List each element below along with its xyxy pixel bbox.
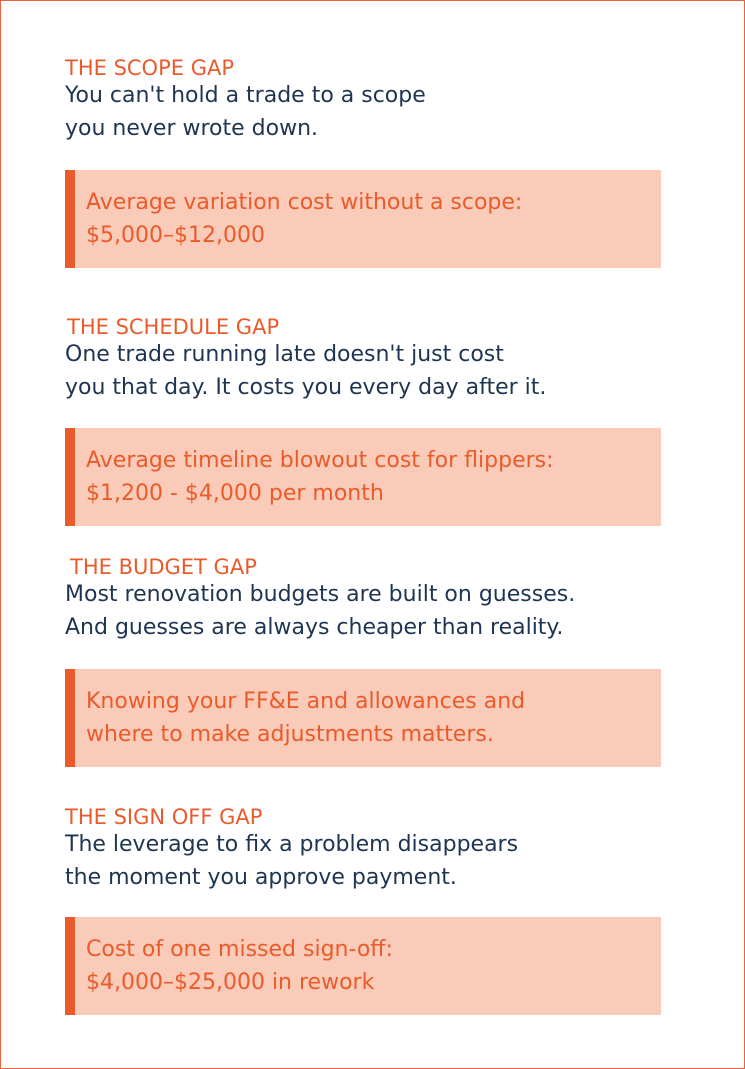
schedule-gap-body-line-2: you that day. It costs you every day after it. (65, 375, 547, 400)
budget-gap-callout-line-2: where to make adjustments matters. (86, 722, 494, 747)
scope-gap-title: THE SCOPE GAP (65, 56, 234, 80)
schedule-gap-title: THE SCHEDULE GAP (67, 315, 280, 339)
schedule-gap-callout-line-1: Average timeline blowout cost for flippers: (86, 448, 554, 473)
sign-off-gap-callout-line-1: Cost of one missed sign-off: (86, 937, 393, 962)
callout-accent-bar (65, 170, 75, 268)
sign-off-gap-body-line-2: the moment you approve payment. (65, 865, 457, 890)
sign-off-gap-body-line-1: The leverage to fix a problem disappears (65, 832, 519, 857)
budget-gap-callout-line-1: Knowing your FF&E and allowances and (86, 689, 526, 714)
schedule-gap-body (65, 338, 546, 404)
scope-gap-callout-line-1: Average variation cost without a scope: (86, 190, 523, 215)
scope-gap-body (65, 79, 426, 145)
callout-accent-bar (65, 917, 75, 1015)
scope-gap-callout-text (86, 186, 522, 252)
scope-gap-callout (65, 170, 661, 268)
sign-off-gap-title: THE SIGN OFF GAP (65, 805, 263, 829)
budget-gap-body-line-2: And guesses are always cheaper than reality. (65, 615, 564, 640)
sign-off-gap-callout-line-2: $4,000–$25,000 in rework (86, 970, 375, 995)
schedule-gap-callout (65, 428, 661, 526)
budget-gap-body-line-1: Most renovation budgets are built on guesses. (65, 582, 576, 607)
budget-gap-callout (65, 669, 661, 767)
budget-gap-callout-text (86, 685, 525, 751)
budget-gap-title: THE BUDGET GAP (70, 555, 257, 579)
sign-off-gap-callout-text (86, 933, 393, 999)
schedule-gap-callout-text (86, 444, 554, 510)
sign-off-gap-body (65, 828, 518, 894)
scope-gap-body-line-1: You can't hold a trade to a scope (65, 83, 426, 108)
scope-gap-callout-line-2: $5,000–$12,000 (86, 223, 265, 248)
callout-accent-bar (65, 669, 75, 767)
callout-accent-bar (65, 428, 75, 526)
sign-off-gap-callout (65, 917, 661, 1015)
budget-gap-body (65, 578, 575, 644)
schedule-gap-body-line-1: One trade running late doesn't just cost (65, 342, 504, 367)
scope-gap-body-line-2: you never wrote down. (65, 116, 319, 141)
schedule-gap-callout-line-2: $1,200 - $4,000 per month (86, 481, 384, 506)
